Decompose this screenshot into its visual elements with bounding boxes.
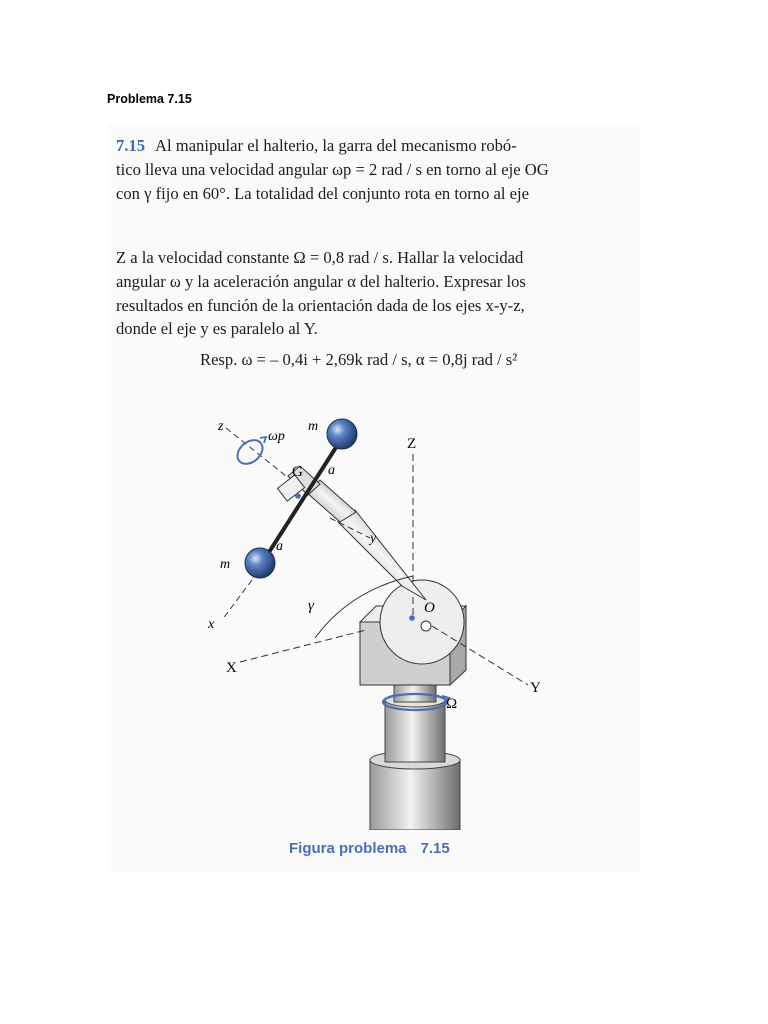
label-a-top: a [328, 463, 335, 478]
x-axis-local [222, 580, 252, 620]
problem-paragraph-2 [116, 246, 636, 341]
label-gamma: γ [308, 598, 314, 614]
figure-caption [289, 840, 450, 857]
paragraph-line: Z a la velocidad constante Ω = 0,8 rad / s. Hallar la velocidad [116, 248, 524, 267]
housing-block [360, 580, 466, 685]
label-x: x [208, 617, 215, 632]
point-G [295, 493, 301, 499]
problem-paragraph-1 [116, 134, 636, 205]
paragraph-line: con γ fijo en 60°. La totalidad del conjunto rota en torno al eje [116, 183, 530, 203]
problem-number: 7.15 [116, 136, 146, 155]
x-axis-global [240, 630, 366, 662]
paragraph-line-text: Al manipular el halterio, la garra del mecanismo robó- [155, 136, 517, 155]
robot-arm [277, 466, 426, 600]
label-O: O [424, 600, 435, 616]
paragraph-line: angular ω y la aceleración angular α del halterio. Expresar los [116, 271, 526, 291]
label-Y: Y [530, 680, 541, 696]
page-heading: Problema 7.15 [107, 92, 192, 106]
label-Z: Z [407, 436, 417, 452]
label-m-top: m [308, 419, 319, 434]
label-y: y [370, 531, 377, 546]
caption-label: Figura problema [289, 840, 407, 857]
paragraph-line: tico lleva una velocidad angular ωp = 2 rad / s en torno al eje OG [116, 159, 549, 179]
label-G: G [292, 464, 303, 480]
robotic-arm-figure [180, 400, 600, 830]
answer-line: Resp. ω = – 0,4i + 2,69k rad / s, α = 0,8j rad / s² [200, 350, 518, 369]
mass-top [327, 419, 357, 449]
label-z: z [218, 419, 224, 434]
point-O [409, 615, 415, 621]
caption-number: 7.15 [420, 840, 450, 857]
label-omega-p: ωp [268, 429, 285, 444]
label-Omega: Ω [446, 696, 458, 712]
label-X: X [226, 660, 237, 676]
paragraph-line: donde el eje y es paralelo al Y. [116, 319, 318, 339]
mass-bottom [245, 548, 275, 578]
omega-p-rotation-arrow [233, 435, 267, 468]
paragraph-line [116, 134, 636, 158]
label-a-bottom: a [276, 539, 283, 554]
label-m-bottom: m [220, 557, 231, 572]
paragraph-line: resultados en función de la orientación dada de los ejes x-y-z, [116, 295, 525, 315]
